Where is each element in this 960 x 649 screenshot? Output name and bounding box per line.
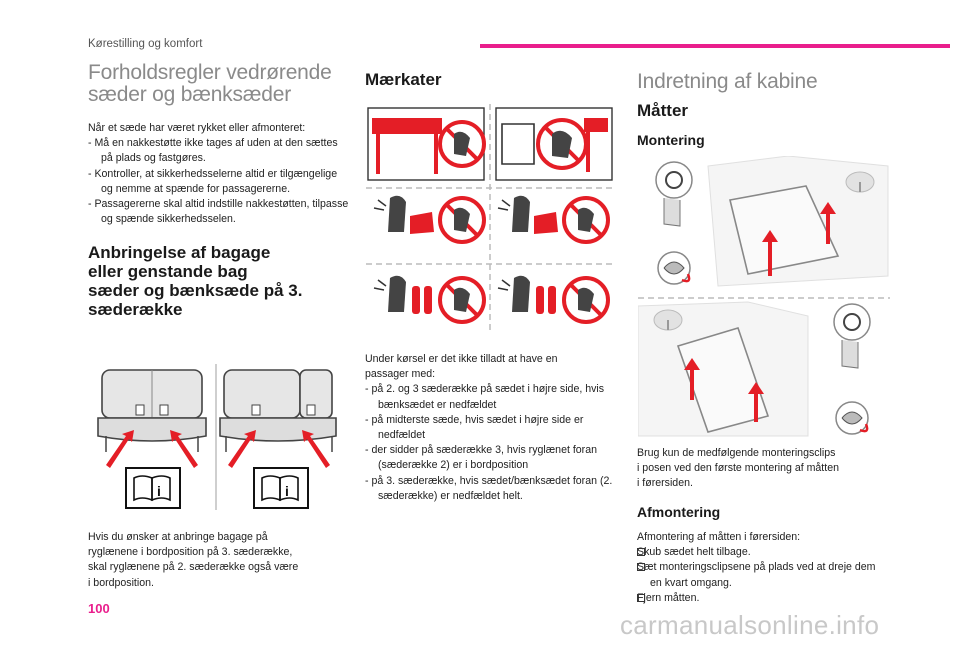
precaution-item: - Kontroller, at sikkerhedsselerne altid er tilgængelige og nemme at spænde for passagererne. [88,167,338,195]
precautions-title: Forholdsregler vedrørende sæder og bænksæder [88,61,332,106]
cabin-title: Indretning af kabine [637,70,818,93]
sticker-row3-folded-left-icon [374,276,484,322]
precautions-text: Når et sæde har været rykket eller afmonteret: - Må en nakkestøtte ikke tages af uden at den sættes på plads og fastgøres. - Kontroller, at sikkerhedsselerne altid er tilgængelige og nemme at spænde for passagererne. - Passagererne skal altid indstille nakkestøtten, tilpasse og spænde sikkerhedsselen. [88,121,350,227]
mats-title: Måtter [637,101,689,120]
header-accent-bar [480,44,950,48]
svg-text:i: i [157,483,161,499]
checkbox-icon [637,563,645,571]
dismount-title: Afmontering [637,504,721,520]
dismount-step: Fjern måtten. [637,591,700,604]
baggage-text: Hvis du ønsker at anbringe bagage på ryglænene i bordposition på 3. sæderække, skal ryglænene på 2. sæderække også være i bordposition. [88,531,299,589]
sticker-rule-item: - på midterste sæde, hvis sædet i højre side er nedfældet [365,413,584,442]
mat-scene-upper [656,156,888,286]
checkbox-icon [637,548,645,556]
floor-mat-mounting-illustration [638,156,890,440]
page-number: 100 [88,601,110,616]
sticker-rule-item: - på 3. sæderække, hvis sædet/bænksædet foran (2. sæderække) er nedfældet helt. [365,474,613,502]
precaution-item: - Må en nakkestøtte ikke tages af uden at den sættes på plads og fastgøres. [88,137,338,165]
baggage-seat-illustration [92,360,342,520]
sticker-row3-table-right-icon [498,196,608,242]
stickers-text: Under kørsel er det ikke tilladt at have en passager med: - på 2. og 3 sæderække på sædet i højre side, hvis bænksædet er nedfældet - på midterste sæde, hvis sædet i højre side er nedfældet - der sidder på sæderække 3, hvis ryglænet foran (sæderække 2) er i bordposition - på 3. sæderække, hvis sædet/bænksædet foran (2. sæderække) er nedfældet helt. [365,352,615,504]
site-watermark: carmanualsonline.info [620,610,880,640]
section-header: Kørestilling og komfort [88,38,203,50]
mounting-title: Montering [637,132,705,148]
sticker-folded-bench-icon [368,108,484,180]
seat-right-icon [220,370,336,452]
dismount-text: Afmontering af måtten i førersiden: Skub sædet helt tilbage. Sæt monteringsclipsene på plads ved at dreje dem en kvart omgang. Fjern måtten. [637,530,882,606]
svg-text:i: i [285,483,289,499]
sticker-rule-item: - på 2. og 3 sæderække på sædet i højre side, hvis bænksædet er nedfældet [365,383,605,411]
sticker-folded-seat-icon [496,108,612,180]
dismount-step: Skub sædet helt tilbage. [637,546,751,559]
sticker-row3-folded-right-icon [498,276,608,322]
dismount-step: Sæt monteringsclipsene på plads ved at dreje dem en kvart omgang. [637,561,876,589]
precaution-item: - Passagererne skal altid indstille nakkestøtten, tilpasse og spænde sikkerhedsselen. [88,198,349,226]
sticker-rule-item: - der sidder på sæderække 3, hvis ryglænet foran (sæderække 2) er i bordposition [365,444,597,472]
baggage-title: Anbringelse af bagage eller genstande bag sæder og bænksæde på 3. sæderække [88,243,303,320]
warning-stickers-grid [366,104,614,334]
column-seat-precautions [88,62,350,319]
steering-icon [846,172,874,192]
stickers-title: Mærkater [365,70,442,89]
sticker-row3-table-left-icon [374,196,484,242]
manual-book-icon [254,468,308,508]
checkbox-icon [637,594,645,602]
mat-scene-lower [638,302,870,436]
manual-book-icon [126,468,180,508]
steering-icon [654,310,682,330]
seat-left-icon [98,370,206,452]
mounting-text: Brug kun de medfølgende monteringsclips i posen ved den første montering af måtten i førersiden. [637,447,839,490]
